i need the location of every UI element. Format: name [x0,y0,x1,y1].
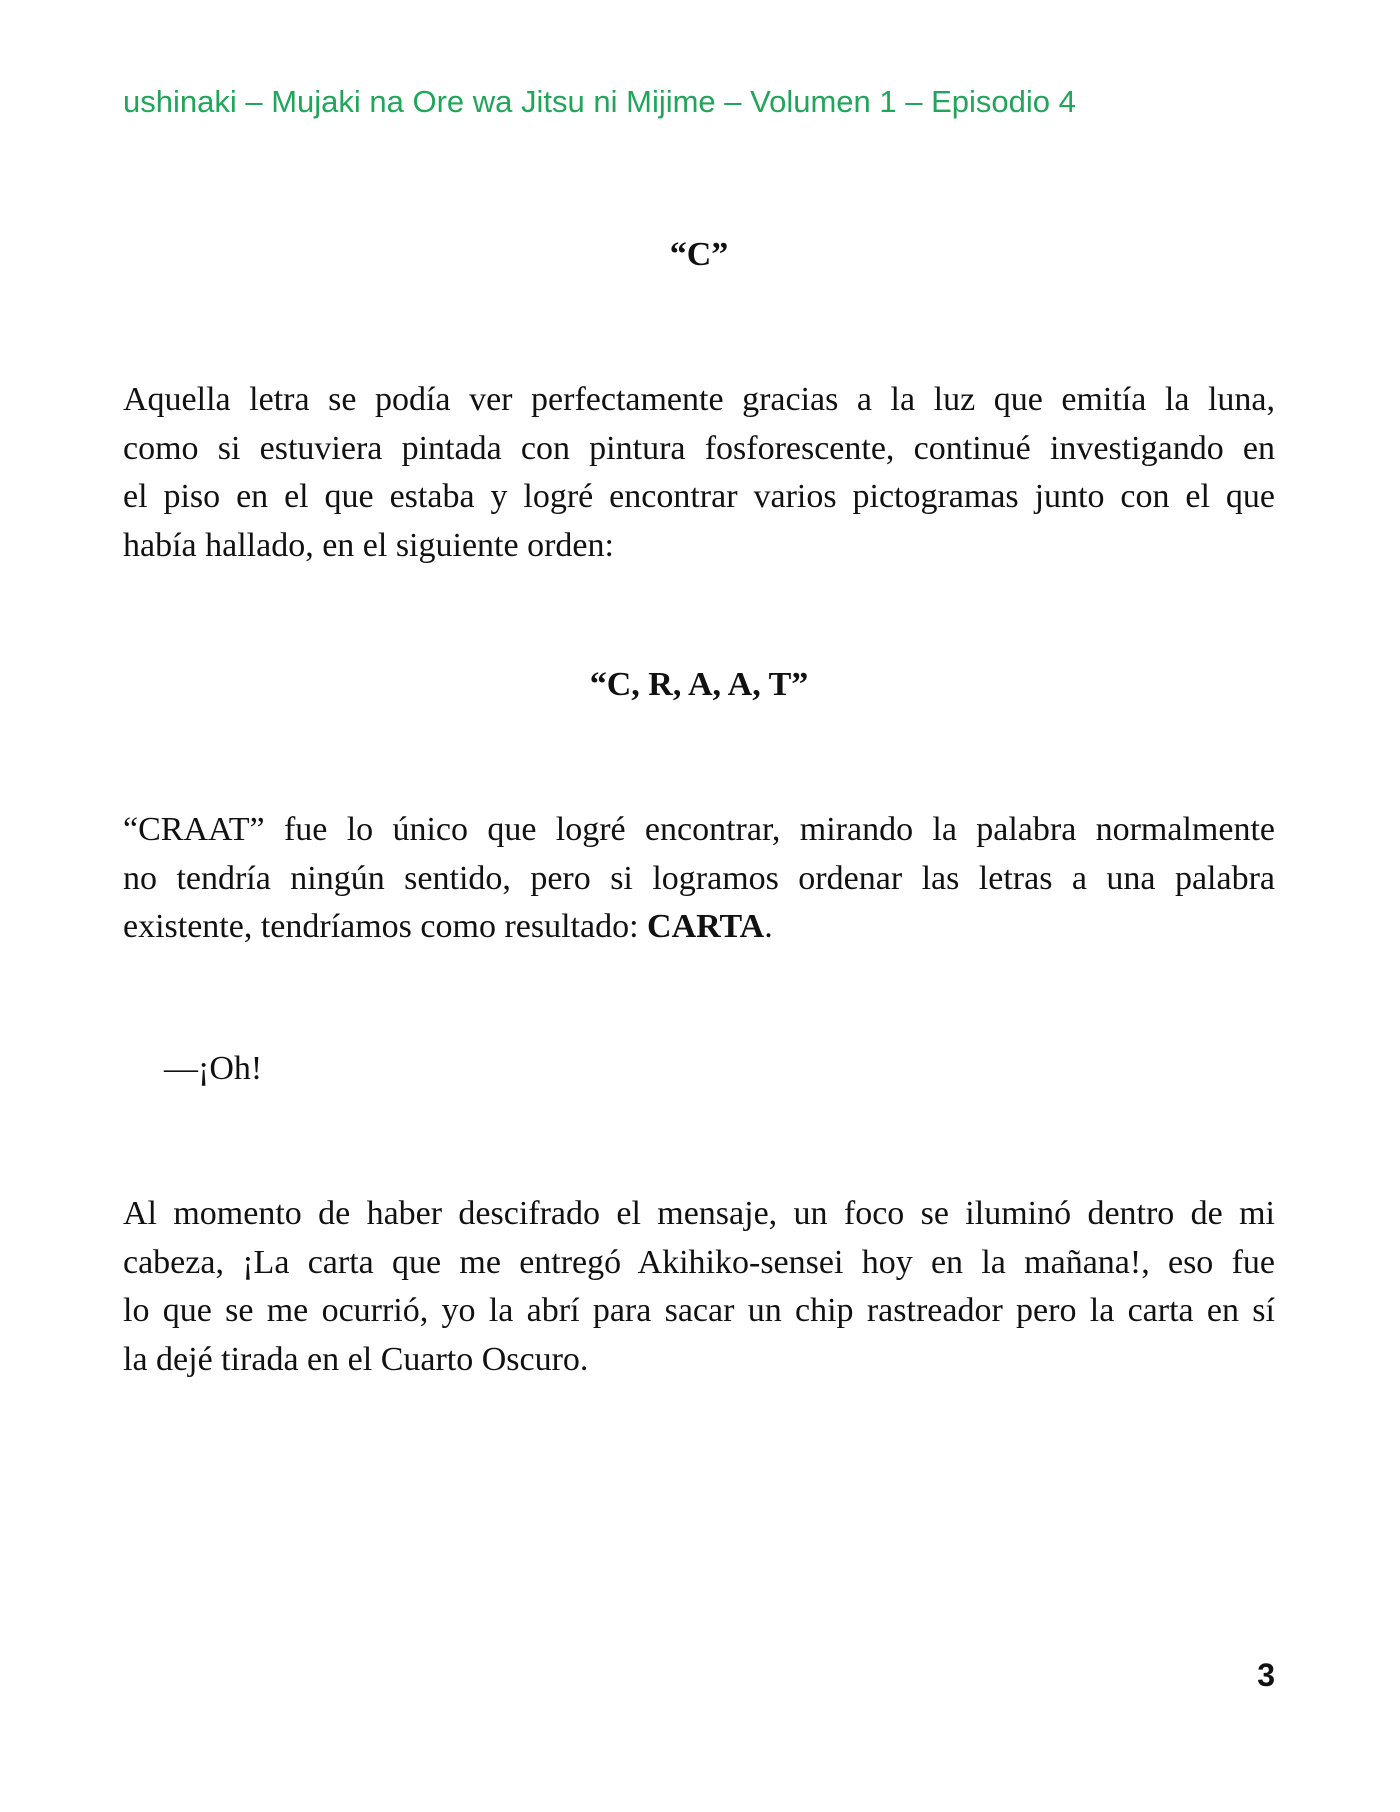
centered-letter: “C” [669,236,729,273]
paragraph-1-line: Aquella letra se podía ver perfectamente gracias a la luz que emitía la luna, [123,381,1275,418]
paragraph-2-last-line-suffix: . [764,908,773,945]
paragraph-1-line: había hallado, en el siguiente orden: [123,526,614,564]
centered-letter-sequence: “C, R, A, A, T” [589,666,809,703]
paragraph-3-line: lo que se me ocurrió, yo la abrí para sacar un chip rastreador pero la carta en sí [123,1292,1275,1329]
page-number: 3 [1257,1657,1275,1693]
paragraph-1-line: como si estuviera pintada con pintura fosforescente, continué investigando en [123,429,1275,467]
paragraph-2-last-line-prefix: existente, tendríamos como resultado: [123,908,648,945]
paragraph-2-line: no tendría ningún sentido, pero si logramos ordenar las letras a una palabra [123,859,1275,897]
paragraph-2-line: “CRAAT” fue lo único que logré encontrar, mirando la palabra normalmente [123,811,1275,848]
paragraph-1 [123,376,1275,570]
paragraph-3 [123,1190,1275,1384]
paragraph-2-last-line [123,903,1275,952]
dialogue-line: —¡Oh! [164,1050,263,1087]
paragraph-1-line: el piso en el que estaba y logré encontrar varios pictogramas junto con el que [123,478,1275,515]
paragraph-2 [123,806,1275,952]
paragraph-3-line: Al momento de haber descifrado el mensaje, un foco se iluminó dentro de mi [123,1195,1275,1232]
paragraph-3-line: la dejé tirada en el Cuarto Oscuro. [123,1340,589,1378]
running-header: ushinaki – Mujaki na Ore wa Jitsu ni Mijime – Volumen 1 – Episodio 4 [123,84,1076,119]
paragraph-3-line: cabeza, ¡La carta que me entregó Akihiko-sensei hoy en la mañana!, eso fue [123,1243,1275,1281]
paragraph-2-bold-word: CARTA [647,908,765,945]
